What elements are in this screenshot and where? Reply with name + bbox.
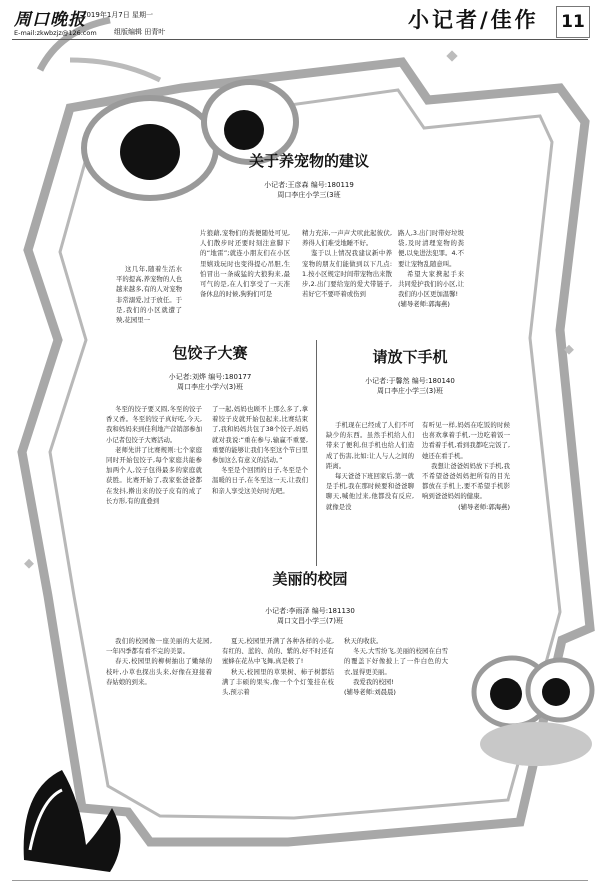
article-3-author: 小记者:于馨然 编号:180140 [365, 377, 455, 385]
paragraph: 秋天的收获。 [344, 637, 383, 645]
article-3-teacher: (辅导老师:郭海燕) [458, 502, 510, 511]
article-1-column-3 [302, 228, 392, 299]
article-2-column-2 [212, 404, 308, 496]
article-4-column-2 [222, 636, 334, 697]
cartoon-eyes-bottom-right [474, 658, 592, 766]
contact-email: E-mail:zkwbzjz@126.com [14, 29, 97, 37]
paragraph: 我爱我的校园! [352, 677, 394, 686]
article-2-author: 小记者:刘烨 编号:180177 [168, 373, 252, 381]
paragraph: 夏天,校园里开满了各种各样的小花,有红的、蓝的、黄的、紫的,好不时还有蜜蜂在花丛中飞舞,真是极了! [222, 637, 334, 666]
paragraph: 了一起,妈妈也顾不上那么多了,拿着饺子皮就开始包起来,比赛结束了,我和妈妈共包了38个饺子,妈妈就对我说:“重在参与,输赢不重要,重要的能够让我们冬至这个节日里参加这么有意义的活动。” [212, 405, 308, 465]
article-1-column-2 [200, 228, 290, 299]
article-2-title: 包饺子大赛 [172, 344, 248, 362]
paragraph: 路人,3.出门时带好垃圾袋,及时清理宠物的粪便,以免进法犯罪。4.不要让宠物乱随意叫。 [398, 229, 464, 268]
article-1-column-1 [116, 264, 182, 325]
paragraph: 春天,校园里的柳树抽出了嫩绿的枝叶,小草也探出头来,好像在迎接着春姑娘的到来。 [106, 657, 212, 686]
article-1-teacher: (辅导老师:郭海燕) [398, 300, 450, 309]
paragraph: 鉴于以上情况我建议新中养宠物的朋友们能做到以下几点:1.按小区规定时间带宠物出来散步,2.出门要给宠的爱犬带链子,若好它不要吓着或伤到 [302, 249, 392, 299]
paragraph: 冬至的饺子要又圆,冬至的饺子香又香。冬至的饺子真好吃,今天,我和妈妈来到佳利地产营销部参加小记者包饺子大赛活动。 [106, 405, 202, 444]
newspaper-logo: 周口晚报 [14, 10, 86, 30]
article-3-column-1 [326, 420, 414, 512]
column-divider [316, 340, 317, 566]
paragraph: 老师先讲了比赛规则:七个家庭同时开始包饺子,每个家庭共能参加两个人,饺子包得最多的家庭就获胜。比赛开始了,我家张爸爸都在发抖,擀出来的饺子皮有的成了长方形,有的直叠到 [106, 445, 202, 505]
paragraph: 手机现在已经成了人们不可缺少的东西。虽然手机给人们带来了便利,但手机也给人们造成了伤害,比如:让人与人之间的距离。 [326, 421, 414, 470]
paragraph: 片狼藉,宠物们的粪便随处可见,人们散步时还要时刻注意脚下的“地雷”;就连小朋友们在小区里嬉戏玩时也变得提心吊胆,生怕冒出一条威猛的大狼狗来,最可气的是,在人们享受了一天准备休息的时候,狗狗们可是 [200, 229, 290, 299]
article-1-title: 关于养宠物的建议 [248, 152, 369, 170]
article-3-column-2 [422, 420, 510, 512]
article-2-school: 周口李庄小学六(3)班 [177, 383, 243, 391]
paragraph: 我们的校园像一座美丽的大花园,一年四季都有看不完的美景。 [106, 637, 212, 656]
article-2-column-1 [106, 404, 202, 506]
issue-date: 2019年1月7日 星期一 [82, 11, 153, 19]
page-number: 11 [556, 6, 590, 38]
article-1-column-4 [398, 228, 464, 310]
article-3-title: 请放下手机 [372, 348, 448, 366]
paragraph: 冬至是个回团的日子,冬至是个温暖的日子,在冬至这一天,让我们和亲人享受这美好时光吧。 [212, 466, 308, 495]
paragraph: 这几年,随着生活水平的提高,养宠物的人也越来越多,有的人对宠物非常溺爱,过于放任。于是,我们的小区就遭了殃,花园里一 [116, 265, 182, 325]
cartoon-tail-bottom-left [24, 770, 121, 872]
article-4-column-3 [344, 636, 448, 697]
paragraph: 我想让爸爸妈妈放下手机,我不希望爸爸妈妈把所有的目光都放在手机上,要不希望手机影响到爸爸妈妈的健康。 [422, 461, 510, 501]
footer-rule [12, 880, 588, 881]
article-4-author: 小记者:李雨泽 编号:181130 [265, 607, 355, 615]
paragraph: 冬天,大雪纷飞,美丽的校园在白雪的覆盖下好像披上了一件白色的大衣,显得更美丽。 [344, 647, 448, 676]
column-title: 小记者/佳作 [408, 7, 539, 32]
paragraph: 精力充沛,一声声犬吠此起彼伏,养得人们难受地睡不好。 [302, 229, 392, 248]
article-3-school: 周口李庄小学三(3)班 [377, 387, 443, 395]
layout-editor: 组版编辑 田青叶 [114, 28, 166, 36]
article-4-title: 美丽的校园 [272, 570, 348, 588]
article-4-teacher: (辅导老师:刘晨晨) [344, 688, 396, 697]
paragraph: 每天爸爸下班回家后,第一就是手机,我在那时候要和爸爸聊聊天,喊他过来,他都没有反应,就像是没 [326, 472, 414, 511]
paragraph: 秋天,校园里的草果树、柿子树都结满了丰硕的果实,像一个个灯笼挂在枝头,预示着 [222, 667, 334, 697]
article-4-school: 周口文昌小学三(7)班 [277, 617, 343, 625]
paragraph: 有听见一样,妈妈在吃饭的时候也喜欢拿着手机,一边吃着饭一边看着手机,看到我都吃完饭了,她还在看手机。 [422, 421, 510, 460]
article-1-school: 周口李庄小学三(3班 [277, 191, 341, 199]
paragraph: 希望大家携起手来共同爱护我们的小区,让我们的小区更加温馨! [398, 269, 464, 299]
article-4-column-1 [106, 636, 212, 687]
article-1-author: 小记者:王彦森 编号:180119 [264, 181, 354, 189]
header-rule [12, 39, 588, 40]
